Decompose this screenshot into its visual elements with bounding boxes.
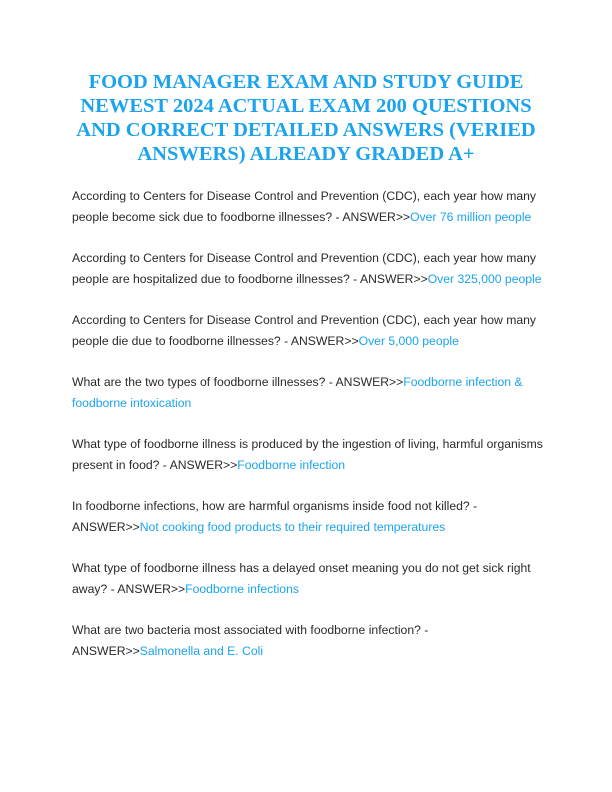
answer-text: Over 5,000 people: [358, 334, 459, 348]
qa-item: [72, 558, 540, 600]
question-text: What type of foodborne illness is produced by the ingestion of living, harmful organisms: [72, 437, 543, 451]
question-line: [72, 331, 540, 352]
answer-text: Foodborne infection: [237, 458, 346, 472]
qa-item: [72, 434, 543, 476]
question-line: [72, 186, 540, 207]
answer-text: Salmonella and E. Coli: [139, 644, 264, 658]
question-text: ANSWER>>: [72, 644, 140, 658]
question-line: [72, 558, 540, 579]
question-text: What are two bacteria most associated with foodborne infection? -: [72, 623, 429, 637]
question-text: people become sick due to foodborne illnesses? - ANSWER>>: [72, 210, 411, 224]
question-line: [72, 310, 540, 331]
question-line: [72, 248, 540, 269]
answer-line: [72, 393, 540, 414]
question-line: [72, 641, 540, 662]
question-line: [72, 455, 540, 476]
question-text: people die due to foodborne illnesses? - ANSWER>>: [72, 334, 359, 348]
question-text: people are hospitalized due to foodborne illnesses? - ANSWER>>: [72, 272, 428, 286]
answer-text: Foodborne infections: [185, 582, 299, 596]
title-line: FOOD MANAGER EXAM AND STUDY GUIDE: [88, 71, 524, 93]
question-text: According to Centers for Disease Control and Prevention (CDC), each year how many: [72, 251, 537, 265]
page-title: [72, 70, 540, 166]
question-line: [72, 620, 540, 641]
qa-item: [72, 248, 540, 290]
qa-item: [72, 372, 540, 414]
qa-item: [72, 310, 540, 352]
question-line: [72, 496, 540, 517]
question-text: away? - ANSWER>>: [72, 582, 186, 596]
question-text: In foodborne infections, how are harmful organisms inside food not killed? -: [72, 499, 478, 513]
question-line: [72, 579, 540, 600]
question-text: According to Centers for Disease Control and Prevention (CDC), each year how many: [72, 313, 537, 327]
question-line: [72, 517, 540, 538]
answer-text: foodborne intoxication: [72, 396, 192, 410]
answer-text: Over 76 million people: [410, 210, 532, 224]
question-text: present in food? - ANSWER>>: [72, 458, 238, 472]
qa-item: [72, 496, 540, 538]
answer-text: Over 325,000 people: [427, 272, 542, 286]
question-line: [72, 434, 543, 455]
answer-text: Not cooking food products to their required temperatures: [139, 520, 446, 534]
question-line: [72, 372, 540, 393]
question-line: [72, 269, 540, 290]
title-line: NEWEST 2024 ACTUAL EXAM 200 QUESTIONS: [80, 95, 532, 117]
question-text: According to Centers for Disease Control and Prevention (CDC), each year how many: [72, 189, 537, 203]
question-line: [72, 207, 540, 228]
question-text: What are the two types of foodborne illnesses? - ANSWER>>: [72, 375, 404, 389]
title-line: ANSWERS) ALREADY GRADED A+: [137, 143, 475, 165]
qa-item: [72, 186, 540, 228]
qa-item: [72, 620, 540, 662]
question-text: What type of foodborne illness has a delayed onset meaning you do not get sick right: [72, 561, 531, 575]
question-text: ANSWER>>: [72, 520, 140, 534]
answer-text: Foodborne infection &: [403, 375, 523, 389]
title-line: AND CORRECT DETAILED ANSWERS (VERIED: [76, 119, 536, 141]
